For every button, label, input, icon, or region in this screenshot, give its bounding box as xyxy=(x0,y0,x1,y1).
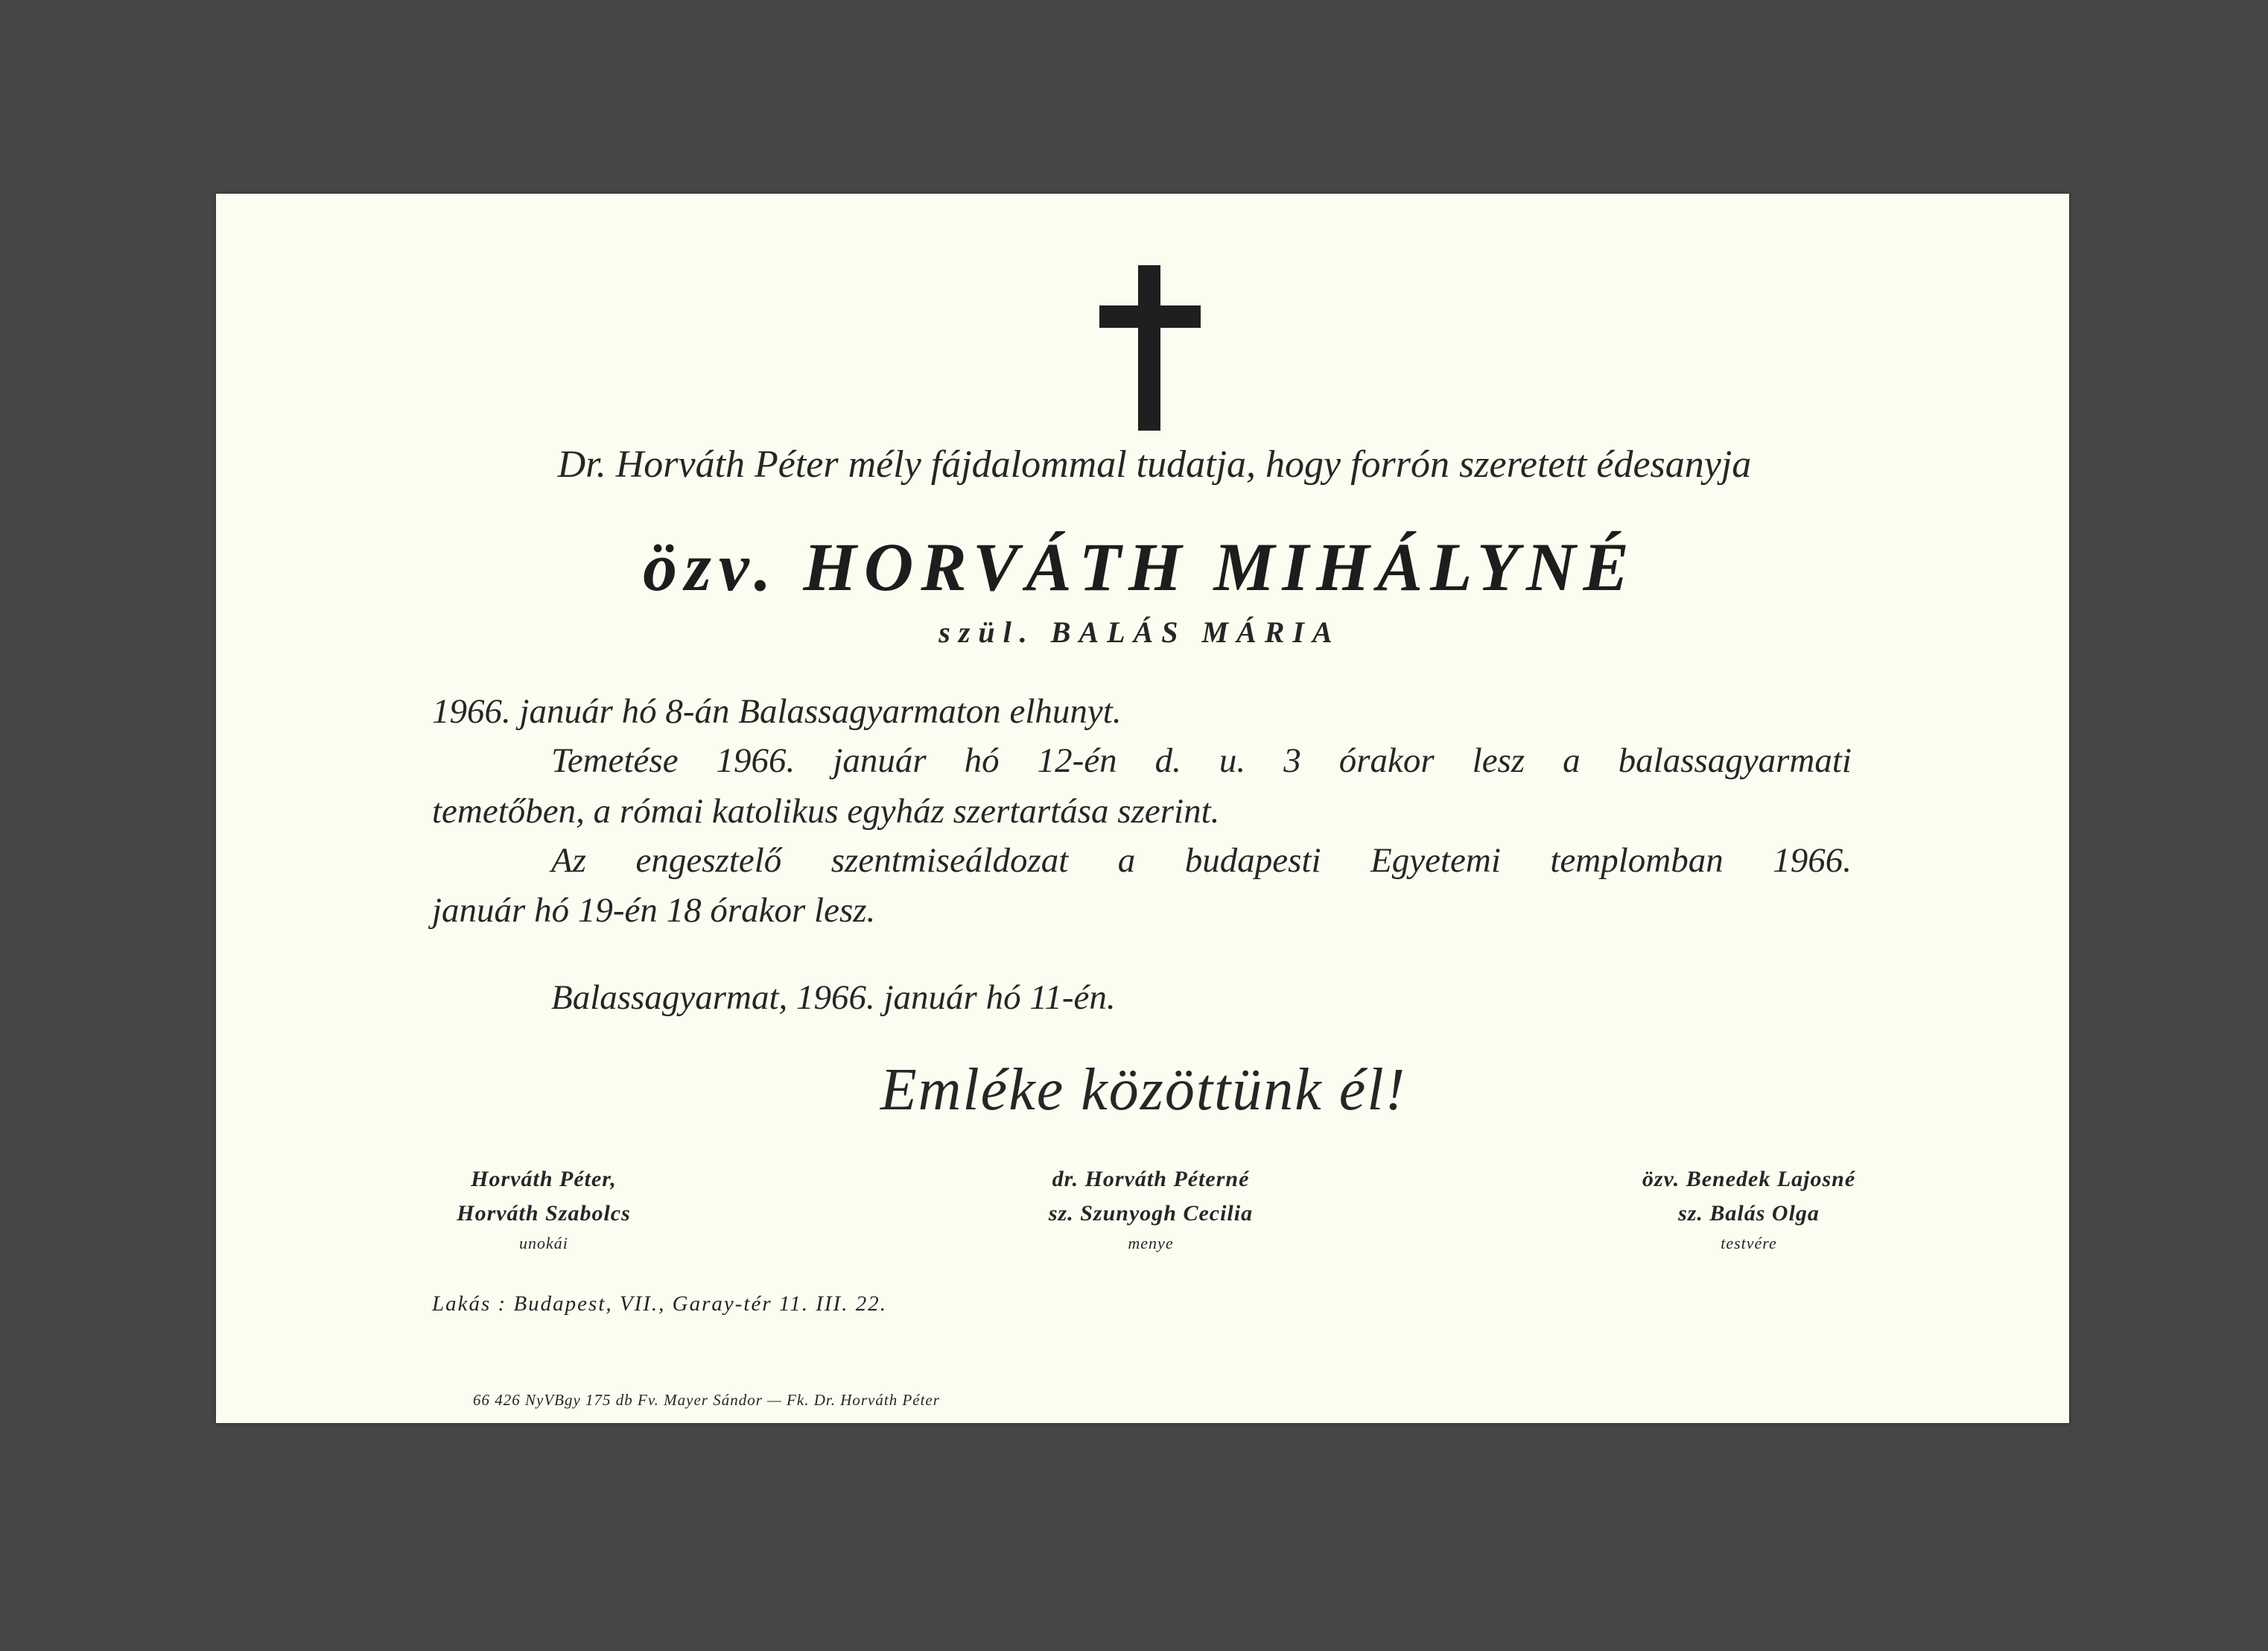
funeral-line-2: temetőben, a római katolikus egyház szertartása szerint. xyxy=(432,792,1220,831)
signatory-relation: testvére xyxy=(1721,1234,1777,1252)
maiden-name: szül. BALÁS MÁRIA xyxy=(938,615,1341,649)
signatory-line-2: sz. Szunyogh Cecilia xyxy=(1048,1201,1254,1226)
signatory-line-2: sz. Balás Olga xyxy=(1678,1201,1820,1226)
mass-line-1: Az engesztelő szentmiseáldozat a budapesti Egyetemi templomban 1966. xyxy=(551,841,1852,880)
death-date-line: 1966. január hó 8-án Balassagyarmaton elhunyt. xyxy=(432,692,1122,731)
signatory-line-1: özv. Benedek Lajosné xyxy=(1642,1167,1856,1191)
signatory-grandchildren xyxy=(313,1162,775,1256)
place-date: Balassagyarmat, 1966. január hó 11-én. xyxy=(551,978,1116,1017)
signatory-line-1: dr. Horváth Péterné xyxy=(1052,1167,1250,1191)
signatory-line-1: Horváth Péter, xyxy=(471,1167,617,1191)
funeral-line-1: Temetése 1966. január hó 12-én d. u. 3 órakor lesz a balassagyarmati xyxy=(551,741,1852,780)
intro-text: Dr. Horváth Péter mély fájdalommal tudatja, hogy forrón szeretett édesanyja xyxy=(557,443,1752,486)
motto: Emléke közöttünk él! xyxy=(880,1057,1407,1123)
cross-icon xyxy=(1099,265,1201,431)
signatory-relation: menye xyxy=(1128,1234,1174,1252)
mass-line-2: január hó 19-én 18 órakor lesz. xyxy=(432,891,876,930)
signatory-relation: unokái xyxy=(519,1234,568,1252)
signatory-line-2: Horváth Szabolcs xyxy=(457,1201,631,1226)
address: Lakás : Budapest, VII., Garay-tér 11. III. 22. xyxy=(432,1292,887,1316)
signatory-sibling xyxy=(1518,1162,1980,1256)
printer-imprint: 66 426 NyVBgy 175 db Fv. Mayer Sándor — Fk. Dr. Horváth Péter xyxy=(473,1391,940,1409)
deceased-name: özv. HORVÁTH MIHÁLYNÉ xyxy=(643,529,1636,605)
obituary-card xyxy=(216,194,2069,1423)
signatory-daughter-in-law xyxy=(920,1162,1382,1256)
